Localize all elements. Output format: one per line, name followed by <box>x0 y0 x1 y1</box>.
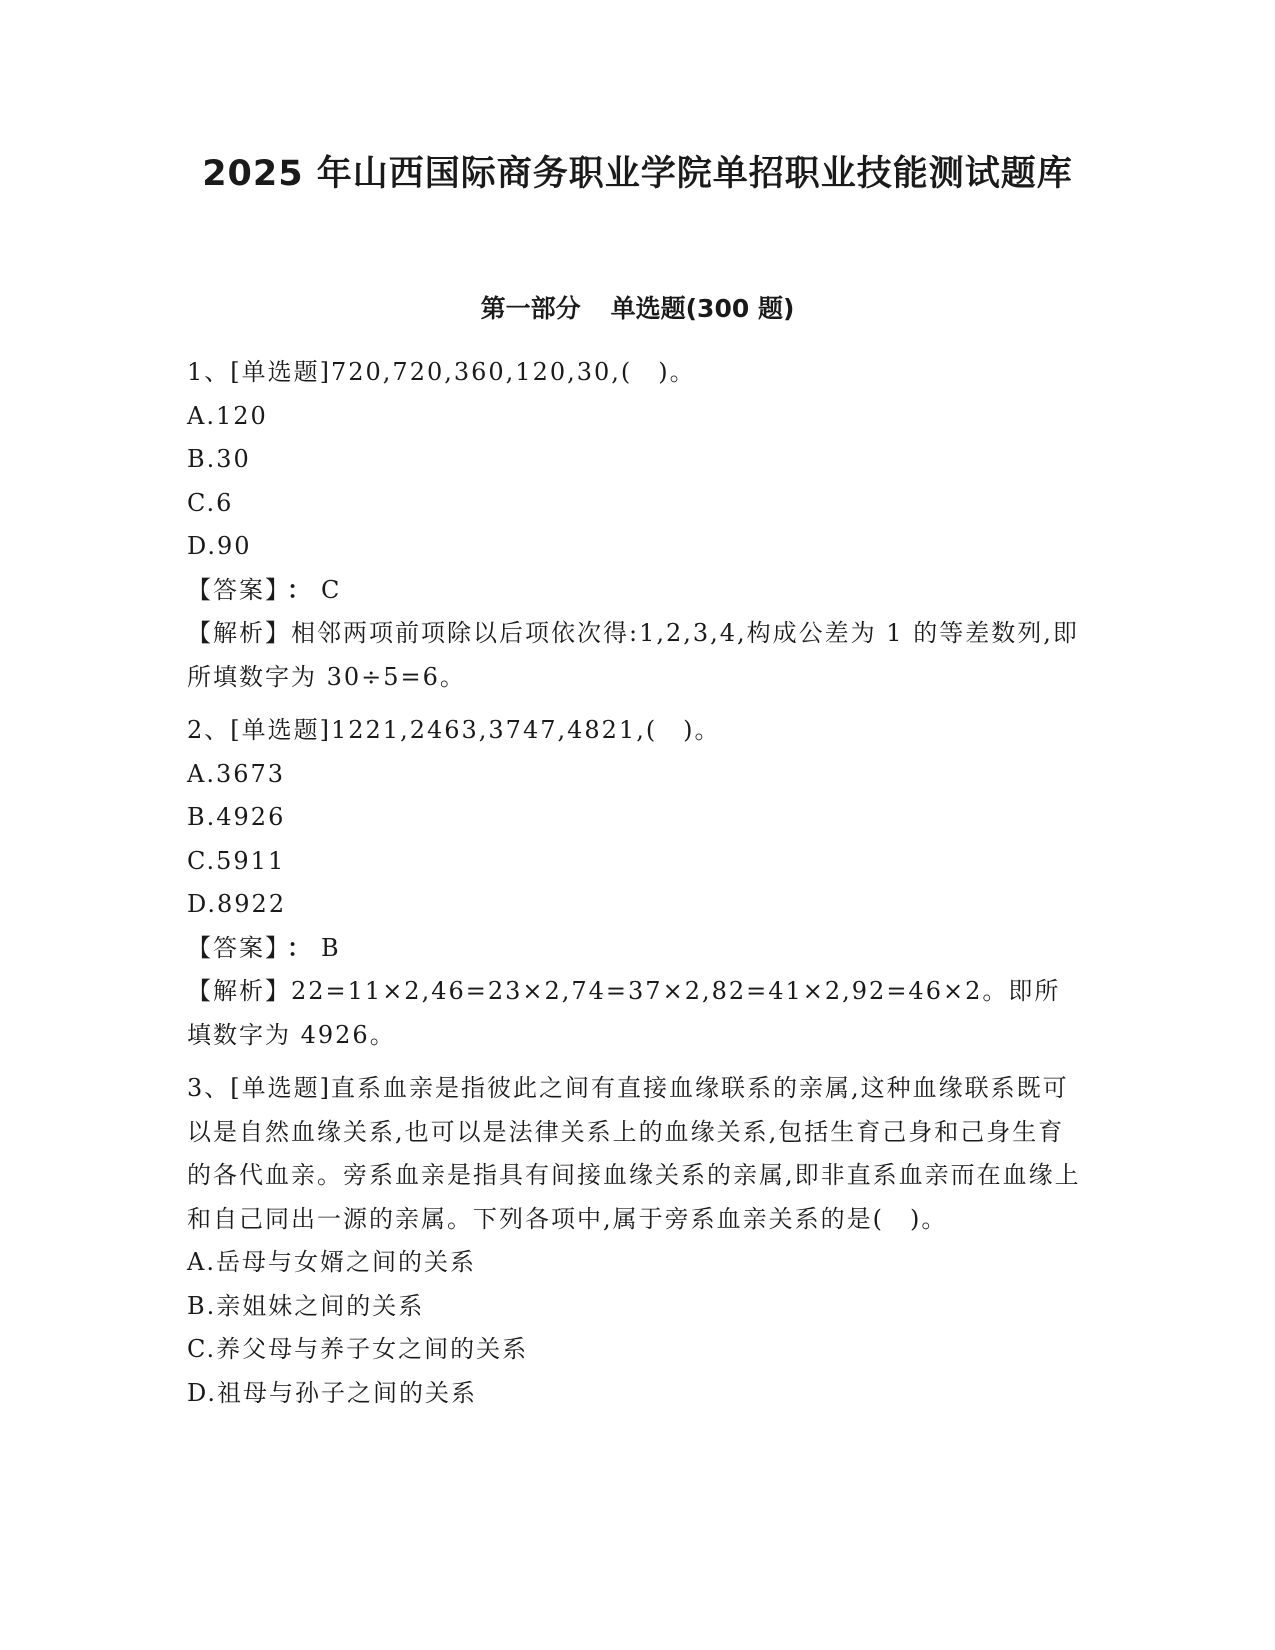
question-stem: 1、[单选题]720,720,360,120,30,( )。 <box>187 358 696 386</box>
explanation-text: 相邻两项前项除以后项依次得:1,2,3,4,构成公差为 1 的等差数列,即所填数字为 30÷5=6。 <box>187 619 1079 691</box>
answer-value: B <box>321 933 341 962</box>
answer-line <box>187 569 1082 613</box>
question-list <box>187 351 1082 1425</box>
answer-colon: ： <box>287 933 313 962</box>
option-a: A.3673 <box>187 759 286 788</box>
option-a: A.岳母与女婿之间的关系 <box>187 1248 476 1276</box>
explanation-text: 22=11×2,46=23×2,74=37×2,82=41×2,92=46×2。即所填数字为 4926。 <box>187 977 1061 1049</box>
question-2 <box>187 709 1082 1057</box>
option-a: A.120 <box>187 401 268 430</box>
section-heading <box>0 291 1275 327</box>
answer-value: C <box>321 575 342 604</box>
question-stem: 2、[单选题]1221,2463,3747,4821,( )。 <box>187 716 721 744</box>
answer-line <box>187 927 1082 971</box>
section-name: 单选题(300 题) <box>610 294 795 323</box>
explanation-line <box>187 970 1082 1057</box>
option-b: B.30 <box>187 445 251 473</box>
explanation-tag: 【解析】 <box>187 977 291 1005</box>
answer-tag: 【答案】 <box>187 933 279 962</box>
question-1 <box>187 351 1082 699</box>
option-b: B.4926 <box>187 803 286 831</box>
question-3 <box>187 1067 1082 1415</box>
option-b: B.亲姐妹之间的关系 <box>187 1291 425 1320</box>
document-title: 2025 年山西国际商务职业学院单招职业技能测试题库 <box>202 154 1073 194</box>
option-c: C.养父母与养子女之间的关系 <box>187 1335 529 1363</box>
option-c: C.6 <box>187 488 234 517</box>
explanation-line <box>187 612 1082 699</box>
option-d: D.祖母与孙子之间的关系 <box>187 1378 478 1407</box>
answer-colon: ： <box>287 575 313 604</box>
section-part: 第一部分 <box>480 294 581 323</box>
question-stem: 3、[单选题]直系血亲是指彼此之间有直接血缘联系的亲属,这种血缘联系既可以是自然血缘关系,也可以是法律关系上的血缘关系,包括生育己身和己身生育的各代血亲。旁系血亲是指具有间接血缘关系的亲属,即非直系血亲而在血缘上和自己同出一源的亲属。下列各项中,属于旁系血亲关系的是( )。 <box>187 1074 1081 1233</box>
option-d: D.8922 <box>187 890 287 918</box>
answer-tag: 【答案】 <box>187 575 279 604</box>
explanation-tag: 【解析】 <box>187 619 291 647</box>
option-d: D.90 <box>187 532 252 560</box>
option-c: C.5911 <box>187 846 286 875</box>
